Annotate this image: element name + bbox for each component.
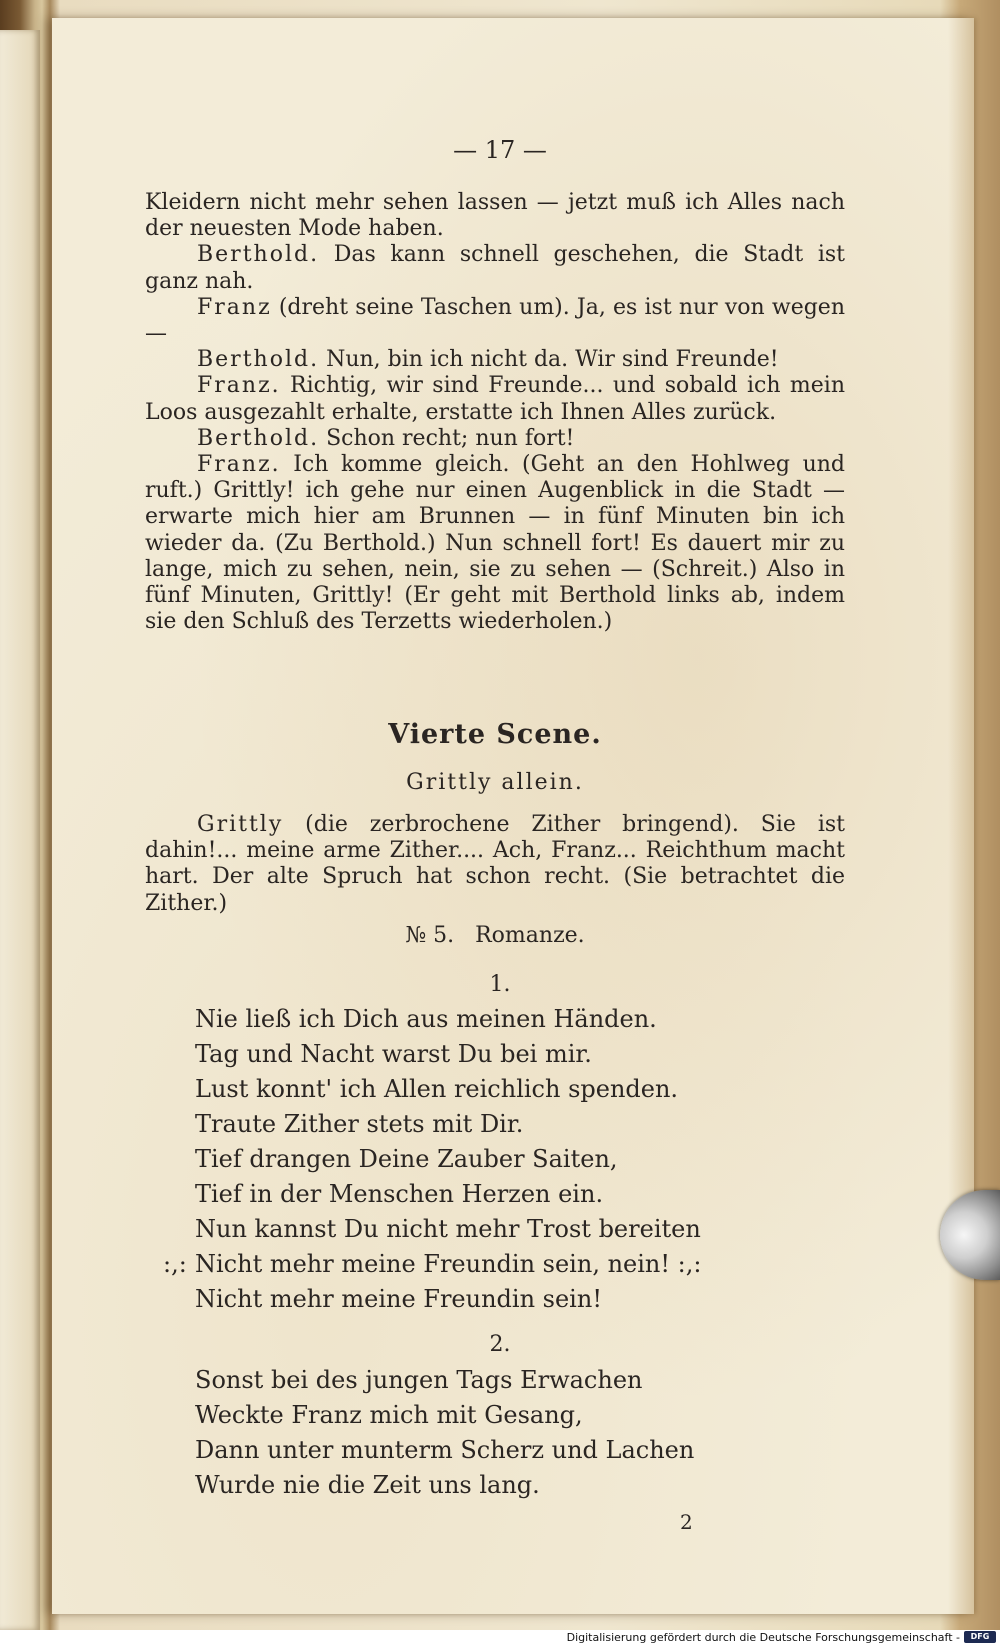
speaker-name: Berthold. [197,425,320,451]
verse-line: Dann unter munterm Scherz und Lachen [195,1436,695,1464]
verse-line: Weckte Franz mich mit Gesang, [195,1401,583,1429]
signature-mark: 2 [680,1510,693,1534]
verse-line: Sonst bei des jungen Tags Erwachen [195,1366,643,1394]
speaker-name: Franz. [197,452,281,478]
facing-page-edge [0,30,40,1630]
verse-line: Nie ließ ich Dich aus meinen Händen. [195,1005,657,1033]
dfg-logo: DFG [964,1631,996,1643]
song-title [145,923,845,949]
verse-number: 1. [489,972,511,997]
speaker-name: Berthold. [197,242,320,268]
dialogue-line: Franz. Richtig, wir sind Freunde... und sobald ich mein Loos ausgezahlt erhalte, erstatte ich Ihnen Alles zurück. [145,373,845,425]
verse-line: Tief in der Menschen Herzen ein. [195,1180,604,1208]
dialogue-line: Berthold. Das kann schnell geschehen, die Stadt ist ganz nah. [145,242,845,294]
dialogue-block [145,190,845,635]
song-heading [145,923,845,949]
speaker-name: Berthold. [197,347,320,373]
verse-line: Tief drangen Deine Zauber Saiten, [195,1145,618,1173]
song-verse-1 [163,1002,755,1317]
scene-subtitle-block [145,770,845,796]
scene-subtitle: Grittly allein. [406,770,584,795]
speaker-name: Franz. [197,373,281,399]
digitization-footer [0,1630,1000,1645]
grittly-block [145,812,845,917]
scene-heading [145,719,845,750]
verse-line: Tag und Nacht warst Du bei mir. [195,1040,592,1068]
song-verse-2 [195,1363,755,1503]
repeat-mark: :,: [163,1250,187,1278]
page-number: — 17 — [453,136,547,164]
scene-title: Vierte Scene. [388,719,602,750]
verse-line: Lust konnt' ich Allen reichlich spenden. [195,1075,679,1103]
verse-number: 2. [489,1332,511,1357]
speaker-name: Grittly [197,812,284,837]
verse-line: Nun kannst Du nicht mehr Trost bereiten [195,1215,701,1243]
page-edge-shadow [948,18,974,1614]
verse-line: Wurde nie die Zeit uns lang. [195,1471,540,1499]
song-name: Romanze. [475,923,585,948]
verse-line: Nicht mehr meine Freundin sein! [195,1285,602,1313]
dialogue-line: Berthold. Nun, bin ich nicht da. Wir sind Freunde! [197,347,779,373]
dialogue-line: Berthold. Schon recht; nun fort! [197,425,575,451]
dialogue-line: Franz. Ich komme gleich. (Geht an den Hohlweg und ruft.) Grittly! ich gehe nur einen Augenblick in die Stadt — erwarte mich hier am Brunnen — in fünf Minuten bin ich wieder da. (Zu Berthold.) Nun schnell fort! Es dauert mir zu lange, mich zu sehen, nein, sie zu sehen — (Schreit.) Also in fünf Minuten, Grittly! (Er geht mit Berthold links ab, indem sie den Schluß des Terzetts wiederholen.) [145,452,845,635]
speaker-name: Franz [197,294,272,320]
dialogue-line: Franz (dreht seine Taschen um). Ja, es ist nur von wegen — [145,294,845,347]
dialogue-line: Kleidern nicht mehr sehen lassen — jetzt muß ich Alles nach der neuesten Mode haben. [145,190,845,242]
verse-line-repeat: :,: Nicht mehr meine Freundin sein, nein! :,: [195,1247,755,1282]
funding-notice: Digitalisierung gefördert durch die Deutsche Forschungsgemeinschaft - [566,1631,960,1644]
dialogue-line: Grittly (die zerbrochene Zither bringend). Sie ist dahin!... meine arme Zither.... Ach, Franz... Reichthum macht hart. Der alte Spruch hat schon recht. (Sie betrachtet die Zither.) [145,812,845,916]
verse-line: Traute Zither stets mit Dir. [195,1110,524,1138]
song-number: № 5. [405,923,455,948]
